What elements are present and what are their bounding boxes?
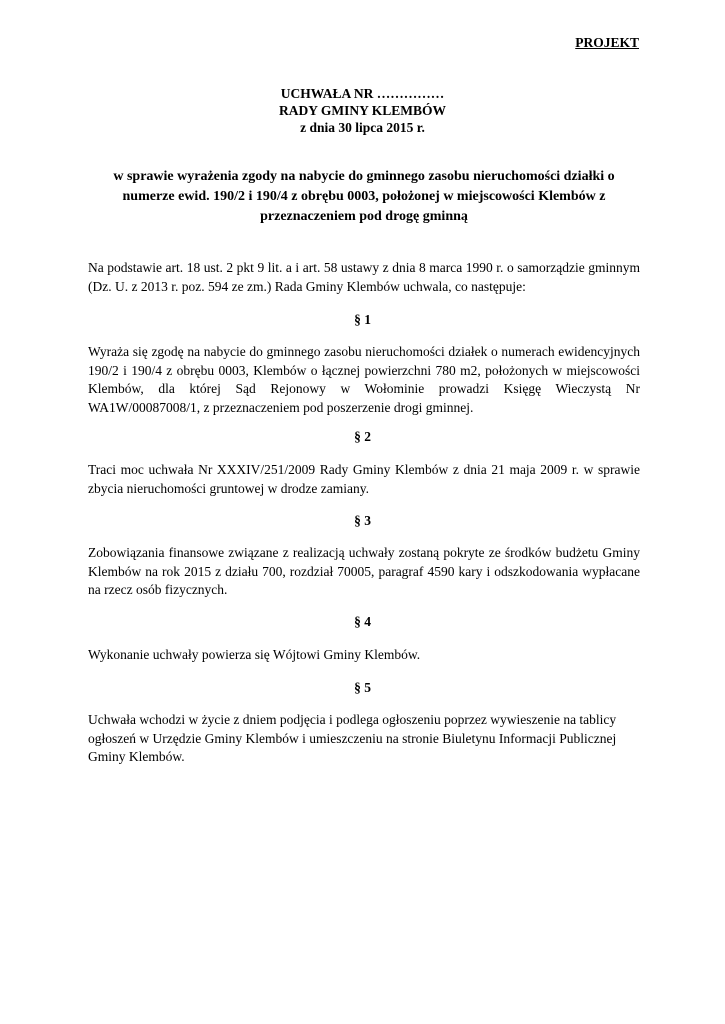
section-2-text: Traci moc uchwała Nr XXXIV/251/2009 Rady Gminy Klembów z dnia 21 maja 2009 r. w sprawie zbycia nieruchomości gruntowej w drodze zamiany. — [88, 462, 640, 496]
preamble-text: Na podstawie art. 18 ust. 2 pkt 9 lit. a i art. 58 ustawy z dnia 8 marca 1990 r. o samorządzie gminnym (Dz. U. z 2013 r. poz. 594 ze zm.) Rada Gminy Klembów uchwala, co następuje: — [88, 260, 640, 294]
section-1-heading: § 1 — [354, 312, 371, 327]
section-3-text: Zobowiązania finansowe związane z realizacją uchwały zostaną pokryte ze środków budżetu Gminy Klembów na rok 2015 z działu 700, rozdział 70005, paragraf 4590 kary i odszkodowania wypłacane na rzecz osób fizycznych. — [88, 545, 640, 597]
section-3-heading: § 3 — [354, 513, 371, 528]
section-1-text: Wyraża się zgodę na nabycie do gminnego zasobu nieruchomości działek o numerach ewidencyjnych 190/2 i 190/4 z obrębu 0003, Klembów o łącznej powierzchni 780 m2, położonych w miejscowości Klembów, dla której Sąd Rejonowy w Wołominie prowadzi Księgę Wieczystą Nr WA1W/00087008/1, z przeznaczeniem pod poszerzenie drogi gminnej. — [88, 344, 640, 415]
resolution-date: z dnia 30 lipca 2015 r. — [300, 120, 425, 135]
resolution-subject: w sprawie wyrażenia zgody na nabycie do gminnego zasobu nieruchomości działki o numerze ewid. 190/2 i 190/4 z obrębu 0003, położonej w miejscowości Klembów z przeznaczeniem pod drogę gminną — [113, 169, 615, 224]
section-2-heading: § 2 — [354, 429, 371, 444]
projekt-label: PROJEKT — [575, 35, 639, 50]
section-5-text: Uchwała wchodzi w życie z dniem podjęcia i podlega ogłoszeniu poprzez wywieszenie na tablicy ogłoszeń w Urzędzie Gminy Klembów i umieszczeniu na stronie Biuletynu Informacji Publicznej Gminy Klembów. — [88, 712, 617, 764]
resolution-title — [0, 85, 725, 136]
section-4-text: Wykonanie uchwały powierza się Wójtowi Gminy Klembów. — [88, 647, 421, 662]
section-5-heading: § 5 — [354, 680, 371, 695]
section-4-heading: § 4 — [354, 614, 371, 629]
resolution-number: UCHWAŁA NR …………… — [280, 86, 445, 101]
council-name: RADY GMINY KLEMBÓW — [279, 103, 446, 118]
